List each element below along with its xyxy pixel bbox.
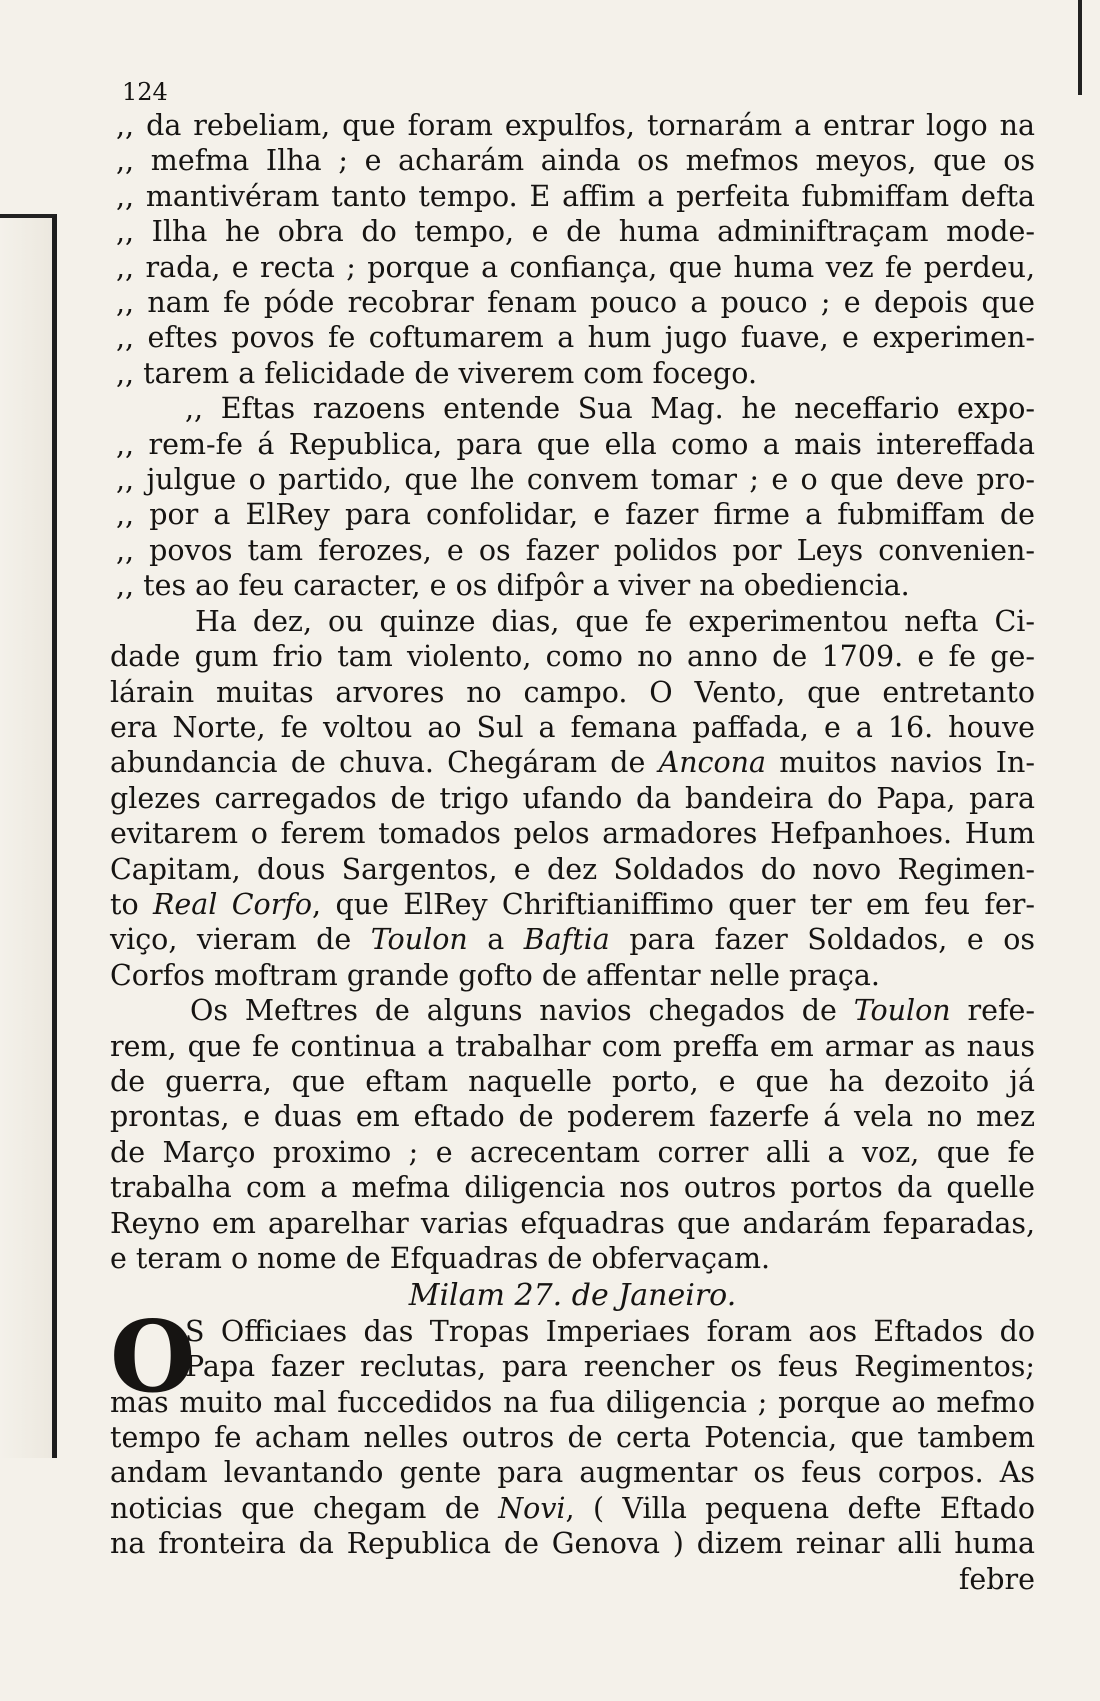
text-segment: to — [110, 887, 139, 921]
text-segment: abundancia de chuva. Chegáram de — [110, 746, 646, 780]
text-line: Capitam, dous Sargentos, e dez Soldados do novo Regimen- — [110, 852, 1035, 886]
drop-cap: O — [110, 1299, 196, 1415]
text-line — [110, 887, 1035, 922]
text-line: ,, mefma Ilha ; e acharám ainda os mefmos meyos, que os — [116, 144, 1035, 178]
text-line: ,, Ilha he obra do tempo, e de huma adminiftraçam mode- — [116, 215, 1035, 249]
page-number: 124 — [122, 78, 168, 106]
text-line: mas muito mal fuccedidos na fua diligencia ; porque ao mefmo — [110, 1385, 1035, 1419]
text-line: era Norte, fe voltou ao Sul a femana paffada, e a 16. houve — [110, 710, 1035, 744]
regiment-name: Real Corfo — [152, 887, 313, 921]
text-line: de Março proximo ; e acrecentam correr alli a voz, que fe — [110, 1135, 1035, 1169]
text-line: rem, que fe continua a trabalhar com preffa em armar as naus — [110, 1029, 1035, 1063]
text-line: lárain muitas arvores no campo. O Vento, que entretanto — [110, 675, 1035, 709]
text-segment: , que ElRey Chriftianiffimo quer ter em feu fer- — [312, 887, 1036, 921]
text-line: Ha dez, ou quinze dias, que fe experimentou nefta Ci- — [195, 604, 1035, 638]
text-line: ,, mantivéram tanto tempo. E affim a perfeita fubmiffam defta — [116, 179, 1035, 213]
text-line: ,, tes ao feu caracter, e os difpôr a viver na obediencia. — [116, 569, 910, 603]
catchword: febre — [958, 1562, 1035, 1596]
text-line — [110, 745, 1035, 780]
text-segment: muitos navios In- — [779, 746, 1035, 780]
scan-margin-mark — [1078, 0, 1082, 95]
text-line: ,, tarem a felicidade de viverem com focego. — [116, 356, 757, 390]
text-line: andam levantando gente para augmentar os feus corpos. As — [110, 1456, 1035, 1490]
text-line: de guerra, que eftam naquelle porto, e que ha dezoito já — [110, 1064, 1035, 1098]
text-segment: , ( Villa pequena defte Eftado — [565, 1491, 1035, 1525]
text-line: ,, Eftas razoens entende Sua Mag. he neceffario expo- — [185, 392, 1035, 426]
text-line: Corfos moftram grande gofto de affentar nelle praça. — [110, 958, 880, 992]
text-line — [110, 1491, 1035, 1526]
text-segment: refe- — [967, 994, 1036, 1028]
place-name: Toulon — [853, 994, 951, 1028]
text-line: tempo fe acham nelles outros de certa Potencia, que tambem — [110, 1421, 1035, 1455]
text-line — [110, 993, 1035, 1028]
text-line: ,, julgue o partido, que lhe convem tomar ; e o que deve pro- — [116, 463, 1035, 497]
text-line: Reyno em aparelhar varias efquadras que andarám feparadas, — [110, 1206, 1035, 1240]
text-line: ,, da rebeliam, que foram expulfos, tornarám a entrar logo na — [116, 109, 1035, 142]
text-segment: para fazer Soldados, e os — [629, 923, 1036, 957]
place-name: Baftia — [523, 923, 610, 957]
text-line: dade gum frio tam violento, como no anno de 1709. e fe ge- — [110, 640, 1035, 674]
text-segment: noticias que chegam de — [110, 1491, 480, 1525]
place-name: Toulon — [370, 923, 468, 957]
text-line: prontas, e duas em eftado de poderem fazerfe á vela no mez — [110, 1100, 1035, 1134]
text-line: ,, por a ElRey para confolidar, e fazer firme a fubmiffam de — [116, 498, 1035, 532]
text-line: ,, rem-fe á Republica, para que ella como a mais intereffada — [116, 427, 1035, 461]
place-name: Ancona — [658, 746, 767, 780]
scan-page-edge — [0, 214, 57, 1458]
text-line: ,, povos tam ferozes, e os fazer polidos por Leys convenien- — [116, 533, 1035, 567]
text-segment: a — [487, 923, 505, 957]
text-segment: viço, vieram de — [110, 923, 352, 957]
place-name: Novi — [498, 1491, 566, 1525]
text-line: trabalha com a mefma diligencia nos outros portos da quelle — [110, 1171, 1035, 1205]
document-page — [110, 80, 1035, 1597]
text-line: e teram o nome de Efquadras de obfervaçam. — [110, 1242, 771, 1275]
text-line: evitarem o ferem tomados pelos armadores Hefpanhoes. Hum — [110, 817, 1035, 851]
text-segment: Os Meftres de alguns navios chegados de — [190, 994, 837, 1028]
text-line: ,, eftes povos fe coftumarem a hum jugo fuave, e experimen- — [116, 321, 1035, 355]
text-line: ,, nam fe póde recobrar fenam pouco a pouco ; e depois que — [116, 286, 1035, 320]
text-line — [110, 922, 1035, 957]
text-line: Papa fazer reclutas, para reencher os feus Regimentos; — [185, 1350, 1035, 1384]
text-line: S Officiaes das Tropas Imperiaes foram aos Eftados do — [185, 1314, 1035, 1348]
dateline-heading: Milam 27. de Janeiro. — [408, 1278, 737, 1314]
text-line: na fronteira da Republica de Genova ) dizem reinar alli huma — [110, 1527, 1035, 1561]
text-line: ,, rada, e recta ; porque a confiança, que huma vez fe perdeu, — [116, 250, 1035, 284]
text-line: glezes carregados de trigo ufando da bandeira do Papa, para — [110, 781, 1035, 815]
